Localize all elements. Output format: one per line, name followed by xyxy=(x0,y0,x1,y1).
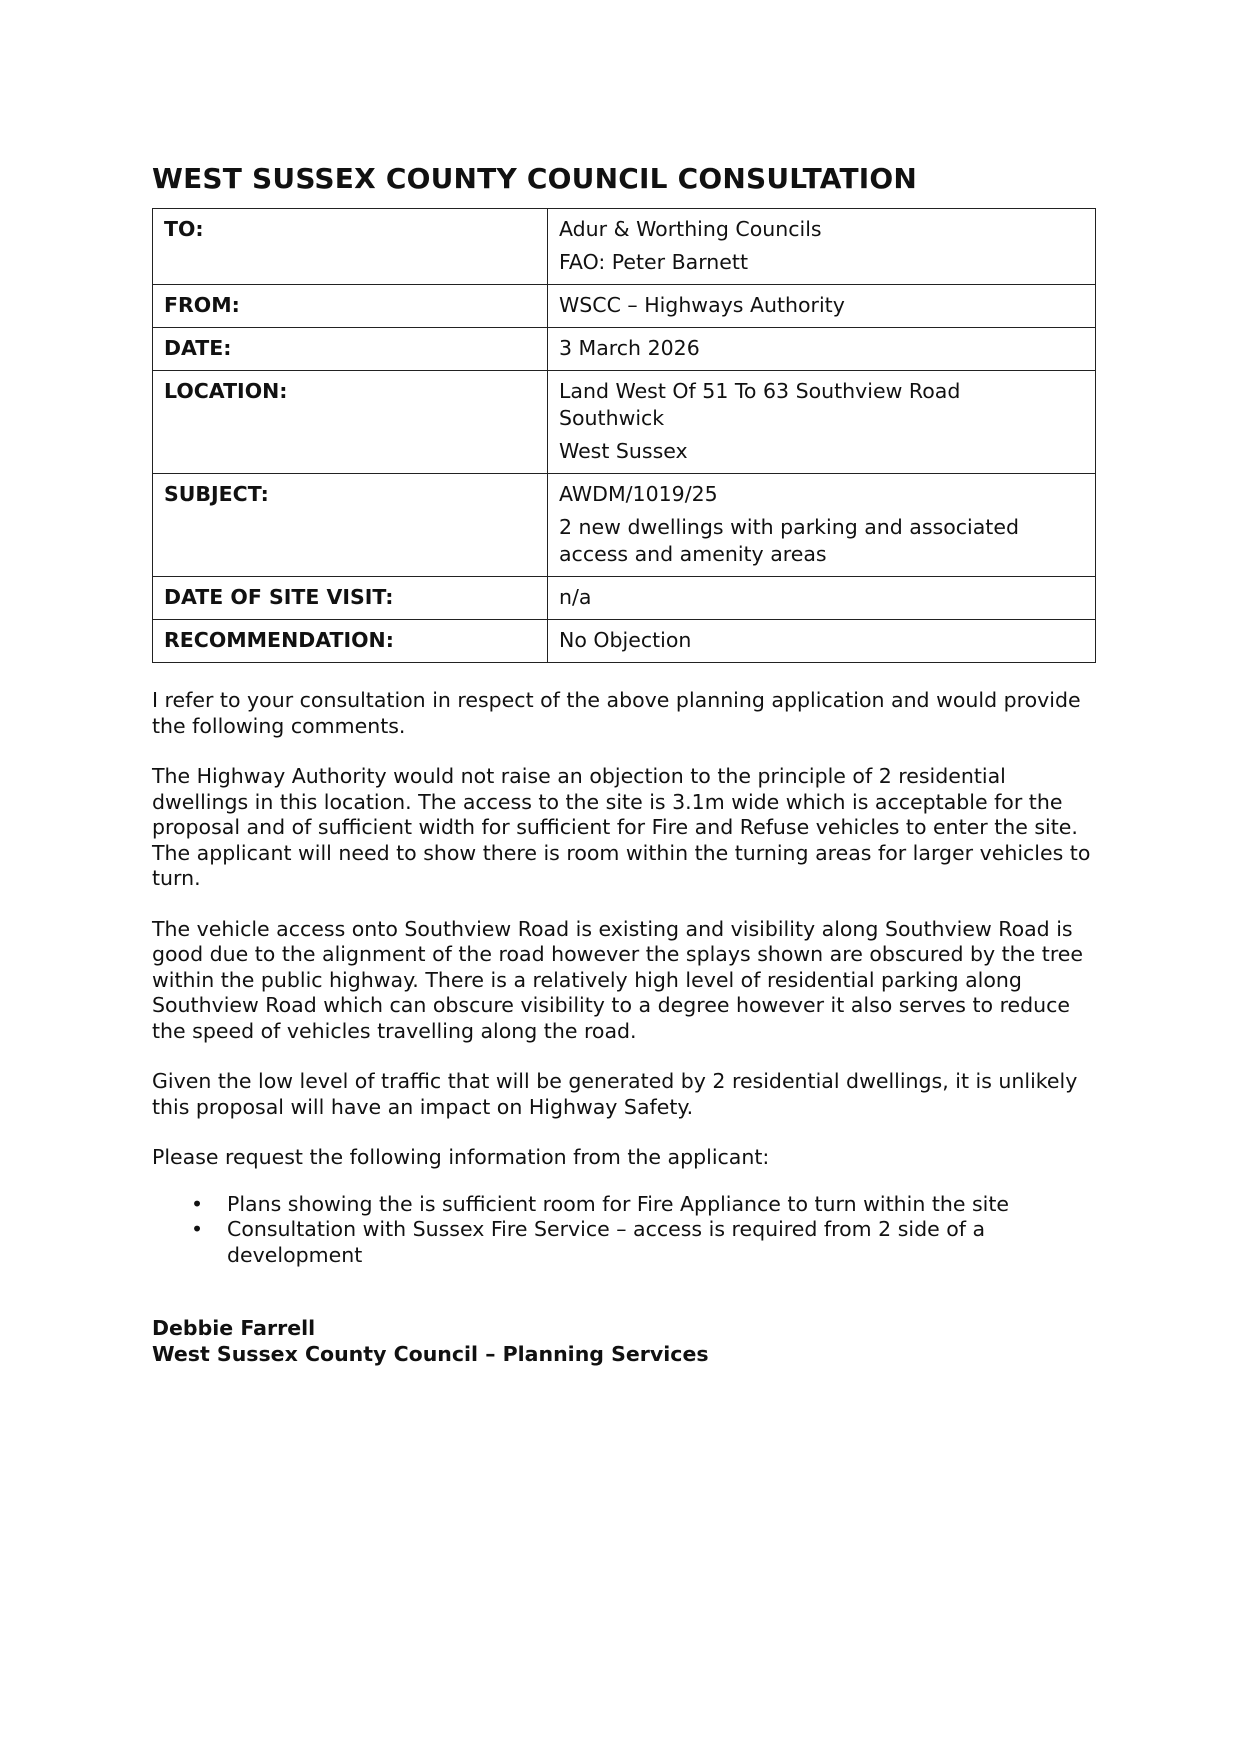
document-title: WEST SUSSEX COUNTY COUNCIL CONSULTATION xyxy=(152,162,918,195)
location-line-3: West Sussex xyxy=(559,439,688,463)
subject-reference: AWDM/1019/25 xyxy=(559,482,718,506)
to-line-1: Adur & Worthing Councils xyxy=(559,217,822,241)
subject-label: SUBJECT: xyxy=(153,474,548,577)
from-value: WSCC – Highways Authority xyxy=(548,285,1096,328)
document-body xyxy=(152,688,1096,1367)
signature-block xyxy=(152,1315,1096,1367)
list-item xyxy=(191,1191,1096,1218)
table-row-date xyxy=(153,328,1096,371)
signature-name: Debbie Farrell xyxy=(152,1316,316,1340)
location-value xyxy=(548,371,1096,474)
subject-value xyxy=(548,474,1096,577)
table-row-subject xyxy=(153,474,1096,577)
to-value xyxy=(548,209,1096,285)
paragraph-visibility: The vehicle access onto Southview Road is existing and visibility along Southview Road is good due to the alignment of the road however the splays shown are obscured by the tree within the public highway. There is a relatively high level of residential parking along Southview Road which can obscure visibility to a degree however it also serves to reduce the speed of vehicles travelling along the road. xyxy=(152,916,1084,1043)
paragraph-conclusion: Given the low level of traffic that will be generated by 2 residential dwellings, it is unlikely this proposal will have an impact on Highway Safety. xyxy=(152,1069,1078,1119)
site-visit-value: n/a xyxy=(548,577,1096,620)
table-row-recommendation xyxy=(153,620,1096,663)
location-label: LOCATION: xyxy=(153,371,548,474)
date-label: DATE: xyxy=(153,328,548,371)
from-label: FROM: xyxy=(153,285,548,328)
table-row-from xyxy=(153,285,1096,328)
recommendation-value: No Objection xyxy=(548,620,1096,663)
bullet-icon: • xyxy=(191,1217,204,1241)
consultation-info-table xyxy=(152,208,1096,663)
list-item-text: Plans showing the is sufficient room for Fire Appliance to turn within the site xyxy=(227,1191,1010,1216)
signature-organisation: West Sussex County Council – Planning Services xyxy=(152,1342,709,1366)
paragraph-principle: The Highway Authority would not raise an objection to the principle of 2 residential dwellings in this location. The access to the site is 3.1m wide which is acceptable for the proposal and of sufficient width for sufficient for Fire and Refuse vehicles to enter the site. The applicant will need to show there is room within the turning areas for larger vehicles to turn. xyxy=(152,764,1091,890)
request-list xyxy=(152,1192,1096,1269)
paragraph-intro: I refer to your consultation in respect of the above planning application and would provide the following comments. xyxy=(152,688,1081,738)
date-value: 3 March 2026 xyxy=(548,328,1096,371)
to-label: TO: xyxy=(153,209,548,285)
list-item xyxy=(191,1217,1096,1268)
to-line-2: FAO: Peter Barnett xyxy=(559,250,748,274)
recommendation-label: RECOMMENDATION: xyxy=(153,620,548,663)
document-page xyxy=(152,162,1096,1367)
table-row-to xyxy=(153,209,1096,285)
table-row-site-visit xyxy=(153,577,1096,620)
list-item-text: Consultation with Sussex Fire Service – access is required from 2 side of a development xyxy=(227,1217,986,1267)
location-line-2: Southwick xyxy=(559,406,665,430)
subject-description: 2 new dwellings with parking and associated access and amenity areas xyxy=(559,515,1019,566)
location-line-1: Land West Of 51 To 63 Southview Road xyxy=(559,379,961,403)
site-visit-label: DATE OF SITE VISIT: xyxy=(153,577,548,620)
table-row-location xyxy=(153,371,1096,474)
bullet-icon: • xyxy=(191,1191,204,1216)
paragraph-request: Please request the following information from the applicant: xyxy=(152,1145,770,1169)
